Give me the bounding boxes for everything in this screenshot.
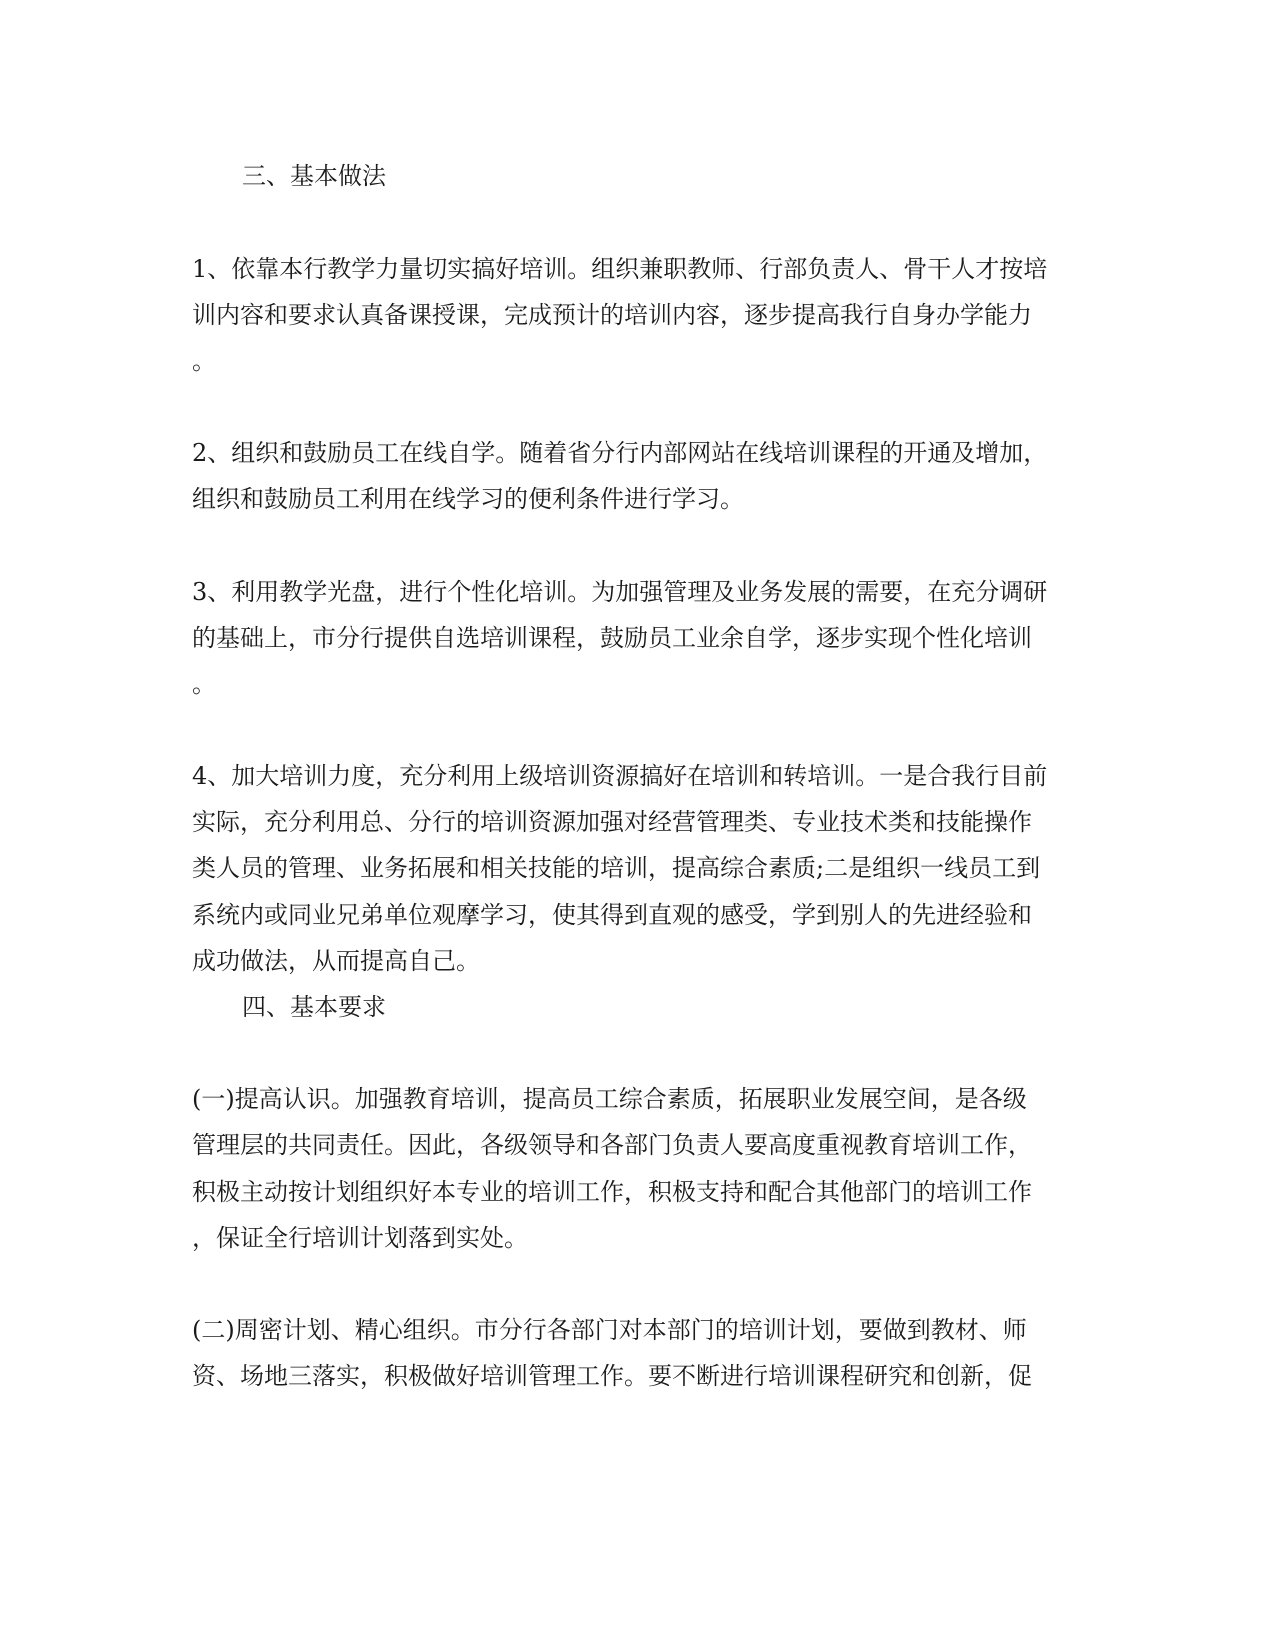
paragraph-5-line-2: 管理层的共同责任。因此，各级领导和各部门负责人要高度重视教育培训工作， [192,1131,1032,1159]
paragraph-3-line-2: 的基础上，市分行提供自选培训课程，鼓励员工业余自学，逐步实现个性化培训 [192,624,1032,652]
paragraph-5-line-4: ，保证全行培训计划落到实处。 [192,1224,528,1252]
paragraph-2-line-2: 组织和鼓励员工利用在线学习的便利条件进行学习。 [192,485,744,513]
paragraph-3-line-3: 。 [192,670,216,698]
paragraph-2-line-1: 2、组织和鼓励员工在线自学。随着省分行内部网站在线培训课程的开通及增加， [192,439,1048,467]
paragraph-6-line-2: 资、场地三落实，积极做好培训管理工作。要不断进行培训课程研究和创新，促 [192,1362,1032,1390]
section-heading-basic-requirements: 四、基本要求 [242,993,386,1021]
paragraph-1-line-1: 1、依靠本行教学力量切实搞好培训。组织兼职教师、行部负责人、骨干人才按培 [192,255,1048,283]
paragraph-4-line-2: 实际，充分利用总、分行的培训资源加强对经营管理类、专业技术类和技能操作 [192,808,1032,836]
paragraph-4-line-4: 系统内或同业兄弟单位观摩学习，使其得到直观的感受，学到别人的先进经验和 [192,901,1032,929]
paragraph-5-line-3: 积极主动按计划组织好本专业的培训工作，积极支持和配合其他部门的培训工作 [192,1178,1032,1206]
section-heading-basic-methods: 三、基本做法 [242,162,386,190]
paragraph-3-line-1: 3、利用教学光盘，进行个性化培训。为加强管理及业务发展的需要，在充分调研 [192,578,1048,606]
paragraph-4-line-1: 4、加大培训力度，充分利用上级培训资源搞好在培训和转培训。一是合我行目前 [192,762,1048,790]
paragraph-4-line-3: 类人员的管理、业务拓展和相关技能的培训，提高综合素质;二是组织一线员工到 [192,854,1041,882]
paragraph-1-line-2: 训内容和要求认真备课授课，完成预计的培训内容，逐步提高我行自身办学能力 [192,301,1032,329]
paragraph-6-line-1: (二)周密计划、精心组织。市分行各部门对本部门的培训计划，要做到教材、师 [192,1316,1027,1344]
paragraph-4-line-5: 成功做法，从而提高自己。 [192,947,480,975]
paragraph-1-line-3: 。 [192,347,216,375]
paragraph-5-line-1: (一)提高认识。加强教育培训，提高员工综合素质，拓展职业发展空间，是各级 [192,1085,1027,1113]
